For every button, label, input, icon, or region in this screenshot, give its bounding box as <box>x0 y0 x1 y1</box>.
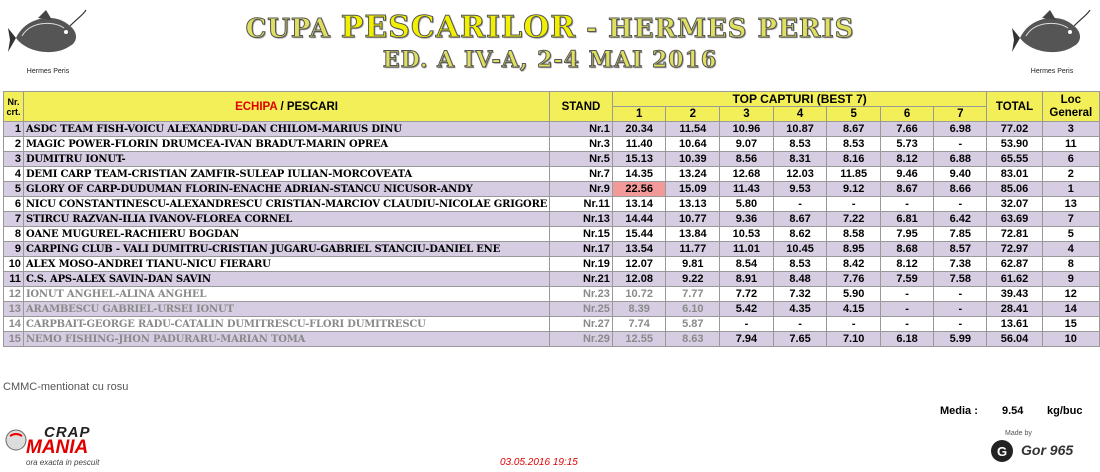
catch-cell: - <box>773 197 827 212</box>
row-number: 14 <box>4 317 24 332</box>
catch-cell: 9.53 <box>773 182 827 197</box>
total-cell: 39.43 <box>987 287 1042 302</box>
logo-caption: Hermes Peris <box>1030 68 1074 75</box>
table-row <box>4 257 1100 272</box>
catch-cell: - <box>880 302 933 317</box>
team-name: DEMI CARP TEAM-CRISTIAN ZAMFIR-SULEAP IULIAN-MORCOVEATA <box>23 167 549 182</box>
catch-cell: 12.68 <box>720 167 774 182</box>
col-top-sub-3: 3 <box>720 107 774 122</box>
catch-cell: 7.66 <box>880 122 933 137</box>
table-row <box>4 302 1100 317</box>
catch-cell: 12.03 <box>773 167 827 182</box>
catch-cell: 11.01 <box>720 242 774 257</box>
col-top-sub-7: 7 <box>934 107 987 122</box>
timestamp: 03.05.2016 19:15 <box>500 457 578 468</box>
catch-cell: 11.40 <box>612 137 666 152</box>
row-number: 4 <box>4 167 24 182</box>
catch-cell: 8.67 <box>827 122 881 137</box>
catch-cell: 10.53 <box>720 227 774 242</box>
catch-cell: - <box>827 197 881 212</box>
catch-cell: 15.13 <box>612 152 666 167</box>
catch-cell: 10.87 <box>773 122 827 137</box>
catch-cell: - <box>934 197 987 212</box>
col-stand-header: STAND <box>550 92 613 122</box>
table-row <box>4 272 1100 287</box>
catch-cell: 8.56 <box>720 152 774 167</box>
catch-cell: 4.35 <box>773 302 827 317</box>
catch-cell: 7.32 <box>773 287 827 302</box>
row-number: 5 <box>4 182 24 197</box>
stand-cell: Nr.9 <box>550 182 613 197</box>
team-name: GLORY OF CARP-DUDUMAN FLORIN-ENACHE ADRIAN-STANCU NICUSOR-ANDY <box>23 182 549 197</box>
catch-cell: 7.72 <box>720 287 774 302</box>
catch-cell: 10.96 <box>720 122 774 137</box>
catch-cell: 8.42 <box>827 257 881 272</box>
catch-cell: 6.98 <box>934 122 987 137</box>
team-name: C.S. APS-ALEX SAVIN-DAN SAVIN <box>23 272 549 287</box>
catch-cell: 13.13 <box>666 197 720 212</box>
made-by-brand: Gor 965 <box>1021 442 1074 458</box>
row-number: 8 <box>4 227 24 242</box>
table-row <box>4 332 1100 347</box>
catch-cell: 8.53 <box>773 137 827 152</box>
catch-cell: 8.12 <box>880 152 933 167</box>
catch-cell: 7.10 <box>827 332 881 347</box>
catch-cell: 5.99 <box>934 332 987 347</box>
catch-cell: 8.54 <box>720 257 774 272</box>
catch-cell: 7.94 <box>720 332 774 347</box>
col-top-sub-4: 4 <box>773 107 827 122</box>
catch-cell: 11.54 <box>666 122 720 137</box>
team-name: NICU CONSTANTINESCU-ALEXANDRESCU CRISTIAN-MARCIOV CLAUDIU-NICOLAE GRIGORE <box>23 197 549 212</box>
catch-cell: 8.31 <box>773 152 827 167</box>
row-number: 1 <box>4 122 24 137</box>
catch-cell: 7.65 <box>773 332 827 347</box>
stand-cell: Nr.13 <box>550 212 613 227</box>
row-number: 15 <box>4 332 24 347</box>
row-number: 2 <box>4 137 24 152</box>
results-table <box>3 91 1100 347</box>
catch-cell: - <box>827 317 881 332</box>
catch-cell: 8.53 <box>773 257 827 272</box>
loc-cell: 12 <box>1042 287 1099 302</box>
catch-cell: 14.44 <box>612 212 666 227</box>
catch-cell: - <box>880 197 933 212</box>
row-number: 6 <box>4 197 24 212</box>
catch-cell: 8.91 <box>720 272 774 287</box>
loc-cell: 13 <box>1042 197 1099 212</box>
total-cell: 72.81 <box>987 227 1042 242</box>
made-by-logo <box>985 430 1097 468</box>
catch-cell: - <box>934 302 987 317</box>
total-cell: 28.41 <box>987 302 1042 317</box>
table-row <box>4 182 1100 197</box>
stand-cell: Nr.7 <box>550 167 613 182</box>
team-name: OANE MUGUREL-RACHIERU BOGDAN <box>23 227 549 242</box>
stand-cell: Nr.23 <box>550 287 613 302</box>
catch-cell: 4.15 <box>827 302 881 317</box>
catch-cell: 9.12 <box>827 182 881 197</box>
team-name: MAGIC POWER-FLORIN DRUMCEA-IVAN BRADUT-MARIN OPREA <box>23 137 549 152</box>
total-cell: 53.90 <box>987 137 1042 152</box>
table-row <box>4 212 1100 227</box>
col-team-pescari: PESCARI <box>286 100 338 113</box>
col-nr-header: Nr. crt. <box>4 92 24 122</box>
catch-cell: 11.77 <box>666 242 720 257</box>
catch-cell: 5.73 <box>880 137 933 152</box>
table-row <box>4 167 1100 182</box>
col-team-echipa: ECHIPA <box>235 100 278 113</box>
media-label: Media : <box>940 405 978 417</box>
catch-cell: 6.88 <box>934 152 987 167</box>
catch-cell: 8.53 <box>827 137 881 152</box>
stand-cell: Nr.29 <box>550 332 613 347</box>
catch-cell: 14.35 <box>612 167 666 182</box>
catch-cell: 10.45 <box>773 242 827 257</box>
catch-cell: - <box>720 317 774 332</box>
total-cell: 32.07 <box>987 197 1042 212</box>
catch-cell: 8.67 <box>773 212 827 227</box>
media-value: 9.54 <box>1002 405 1024 417</box>
col-top-header: TOP CAPTURI (BEST 7) <box>612 92 987 107</box>
catch-cell: 7.77 <box>666 287 720 302</box>
catch-cell: 6.81 <box>880 212 933 227</box>
catch-cell: 8.16 <box>827 152 881 167</box>
team-name: NEMO FISHING-JHON PADURARU-MARIAN TOMA <box>23 332 549 347</box>
total-cell: 61.62 <box>987 272 1042 287</box>
table-row <box>4 317 1100 332</box>
catch-cell: 9.07 <box>720 137 774 152</box>
catch-cell: - <box>773 317 827 332</box>
col-team-header <box>23 92 549 122</box>
team-name: IONUT ANGHEL-ALINA ANGHEL <box>23 287 549 302</box>
catch-cell: 7.58 <box>934 272 987 287</box>
col-top-sub-5: 5 <box>827 107 881 122</box>
catch-cell: 9.81 <box>666 257 720 272</box>
catch-cell: 7.59 <box>880 272 933 287</box>
loc-cell: 14 <box>1042 302 1099 317</box>
row-number: 12 <box>4 287 24 302</box>
table-row <box>4 197 1100 212</box>
catch-cell: 5.80 <box>720 197 774 212</box>
catch-cell: - <box>880 317 933 332</box>
catch-cell: 9.40 <box>934 167 987 182</box>
catch-cell: 13.84 <box>666 227 720 242</box>
catch-cell: 8.57 <box>934 242 987 257</box>
catch-cell: - <box>934 317 987 332</box>
page-title <box>240 10 860 73</box>
team-name: ALEX MOSO-ANDREI TIANU-NICU FIERARU <box>23 257 549 272</box>
stand-cell: Nr.1 <box>550 122 613 137</box>
catch-cell: 8.68 <box>880 242 933 257</box>
team-name: ARAMBESCU GABRIEL-URSEI IONUT <box>23 302 549 317</box>
made-by-circle-icon <box>989 438 1015 464</box>
catch-cell: - <box>934 137 987 152</box>
catch-cell: 7.85 <box>934 227 987 242</box>
catch-cell: 8.95 <box>827 242 881 257</box>
logo-caption: Hermes Peris <box>26 68 70 75</box>
catch-cell: 9.46 <box>880 167 933 182</box>
loc-cell: 4 <box>1042 242 1099 257</box>
row-number: 10 <box>4 257 24 272</box>
catch-cell: 13.54 <box>612 242 666 257</box>
catch-cell: 10.77 <box>666 212 720 227</box>
stand-cell: Nr.25 <box>550 302 613 317</box>
catch-cell: 7.95 <box>880 227 933 242</box>
catch-cell: - <box>934 287 987 302</box>
team-name: CARPING CLUB - VALI DUMITRU-CRISTIAN JUGARU-GABRIEL STANCIU-DANIEL ENE <box>23 242 549 257</box>
loc-cell: 1 <box>1042 182 1099 197</box>
stand-cell: Nr.19 <box>550 257 613 272</box>
table-row <box>4 242 1100 257</box>
team-name: ASDC TEAM FISH-VOICU ALEXANDRU-DAN CHILOM-MARIUS DINU <box>23 122 549 137</box>
catch-cell: 8.62 <box>773 227 827 242</box>
col-top-sub-6: 6 <box>880 107 933 122</box>
catch-cell: 7.76 <box>827 272 881 287</box>
stand-cell: Nr.15 <box>550 227 613 242</box>
catch-cell: 8.12 <box>880 257 933 272</box>
catch-cell: 22.56 <box>612 182 666 197</box>
catch-cell: 10.64 <box>666 137 720 152</box>
hermes-peris-logo-right <box>1012 8 1092 78</box>
col-top-sub-1: 1 <box>612 107 666 122</box>
catch-cell: 9.22 <box>666 272 720 287</box>
catch-cell: 15.09 <box>666 182 720 197</box>
catch-cell: - <box>880 287 933 302</box>
table-row <box>4 152 1100 167</box>
catch-cell: 5.90 <box>827 287 881 302</box>
loc-cell: 3 <box>1042 122 1099 137</box>
row-number: 11 <box>4 272 24 287</box>
row-number: 9 <box>4 242 24 257</box>
title-post: - HERMES PERIS <box>576 14 855 44</box>
catch-cell: 12.55 <box>612 332 666 347</box>
row-number: 13 <box>4 302 24 317</box>
loc-cell: 9 <box>1042 272 1099 287</box>
stand-cell: Nr.5 <box>550 152 613 167</box>
col-top-sub-2: 2 <box>666 107 720 122</box>
stand-cell: Nr.21 <box>550 272 613 287</box>
col-total-header: TOTAL <box>987 92 1042 122</box>
catch-cell: 13.14 <box>612 197 666 212</box>
title-line <box>240 10 860 45</box>
catch-cell: 6.10 <box>666 302 720 317</box>
catch-cell: 6.18 <box>880 332 933 347</box>
loc-cell: 7 <box>1042 212 1099 227</box>
catch-cell: 10.39 <box>666 152 720 167</box>
catch-cell: 8.67 <box>880 182 933 197</box>
total-cell: 63.69 <box>987 212 1042 227</box>
catch-cell: 13.24 <box>666 167 720 182</box>
brand-tag: ora exacta in pescuit <box>26 458 100 467</box>
catch-cell: 8.48 <box>773 272 827 287</box>
row-number: 3 <box>4 152 24 167</box>
total-cell: 13.61 <box>987 317 1042 332</box>
catch-cell: 11.85 <box>827 167 881 182</box>
catch-cell: 15.44 <box>612 227 666 242</box>
col-loc-header: Loc General <box>1042 92 1099 122</box>
total-cell: 85.06 <box>987 182 1042 197</box>
row-number: 7 <box>4 212 24 227</box>
catch-cell: 8.63 <box>666 332 720 347</box>
brand-top: CRAP <box>44 424 91 441</box>
loc-cell: 5 <box>1042 227 1099 242</box>
total-cell: 65.55 <box>987 152 1042 167</box>
carp-fish-icon <box>8 8 88 63</box>
loc-cell: 6 <box>1042 152 1099 167</box>
catch-cell: 8.39 <box>612 302 666 317</box>
catch-cell: 8.58 <box>827 227 881 242</box>
svg-text:G: G <box>996 444 1008 459</box>
loc-cell: 10 <box>1042 332 1099 347</box>
crap-mania-logo <box>4 420 114 468</box>
made-by-label: Made by <box>1005 430 1032 437</box>
catch-cell: 12.07 <box>612 257 666 272</box>
stand-cell: Nr.17 <box>550 242 613 257</box>
total-cell: 62.87 <box>987 257 1042 272</box>
catch-cell: 5.87 <box>666 317 720 332</box>
table-row <box>4 137 1100 152</box>
table-row <box>4 287 1100 302</box>
catch-cell: 9.36 <box>720 212 774 227</box>
catch-cell: 7.38 <box>934 257 987 272</box>
catch-cell: 7.74 <box>612 317 666 332</box>
total-cell: 56.04 <box>987 332 1042 347</box>
table-row <box>4 122 1100 137</box>
catch-cell: 10.72 <box>612 287 666 302</box>
team-name: DUMITRU IONUT- <box>23 152 549 167</box>
media-unit: kg/buc <box>1047 405 1083 417</box>
stand-cell: Nr.27 <box>550 317 613 332</box>
catch-cell: 6.42 <box>934 212 987 227</box>
team-name: STIRCU RAZVAN-ILIA IVANOV-FLOREA CORNEL <box>23 212 549 227</box>
title-pre: CUPA <box>245 14 341 44</box>
title-main: PESCARILOR <box>340 10 577 45</box>
catch-cell: 12.08 <box>612 272 666 287</box>
brand-main: MANIA <box>26 437 89 458</box>
subtitle: ED. A IV-A, 2-4 MAI 2016 <box>382 47 718 73</box>
loc-cell: 11 <box>1042 137 1099 152</box>
loc-cell: 15 <box>1042 317 1099 332</box>
hook-ball-icon <box>4 428 28 452</box>
table-row <box>4 227 1100 242</box>
hermes-peris-logo-left <box>8 8 88 78</box>
stand-cell: Nr.11 <box>550 197 613 212</box>
total-cell: 77.02 <box>987 122 1042 137</box>
catch-cell: 11.43 <box>720 182 774 197</box>
carp-fish-icon <box>1012 8 1092 63</box>
catch-cell: 7.22 <box>827 212 881 227</box>
col-team-sep: / <box>277 100 287 113</box>
catch-cell: 8.66 <box>934 182 987 197</box>
total-cell: 72.97 <box>987 242 1042 257</box>
catch-cell: 5.42 <box>720 302 774 317</box>
catch-cell: 20.34 <box>612 122 666 137</box>
stand-cell: Nr.3 <box>550 137 613 152</box>
team-name: CARPBAIT-GEORGE RADU-CATALIN DUMITRESCU-FLORI DUMITRESCU <box>23 317 549 332</box>
total-cell: 83.01 <box>987 167 1042 182</box>
cmmc-note: CMMC-mentionat cu rosu <box>3 381 129 393</box>
loc-cell: 8 <box>1042 257 1099 272</box>
loc-cell: 2 <box>1042 167 1099 182</box>
